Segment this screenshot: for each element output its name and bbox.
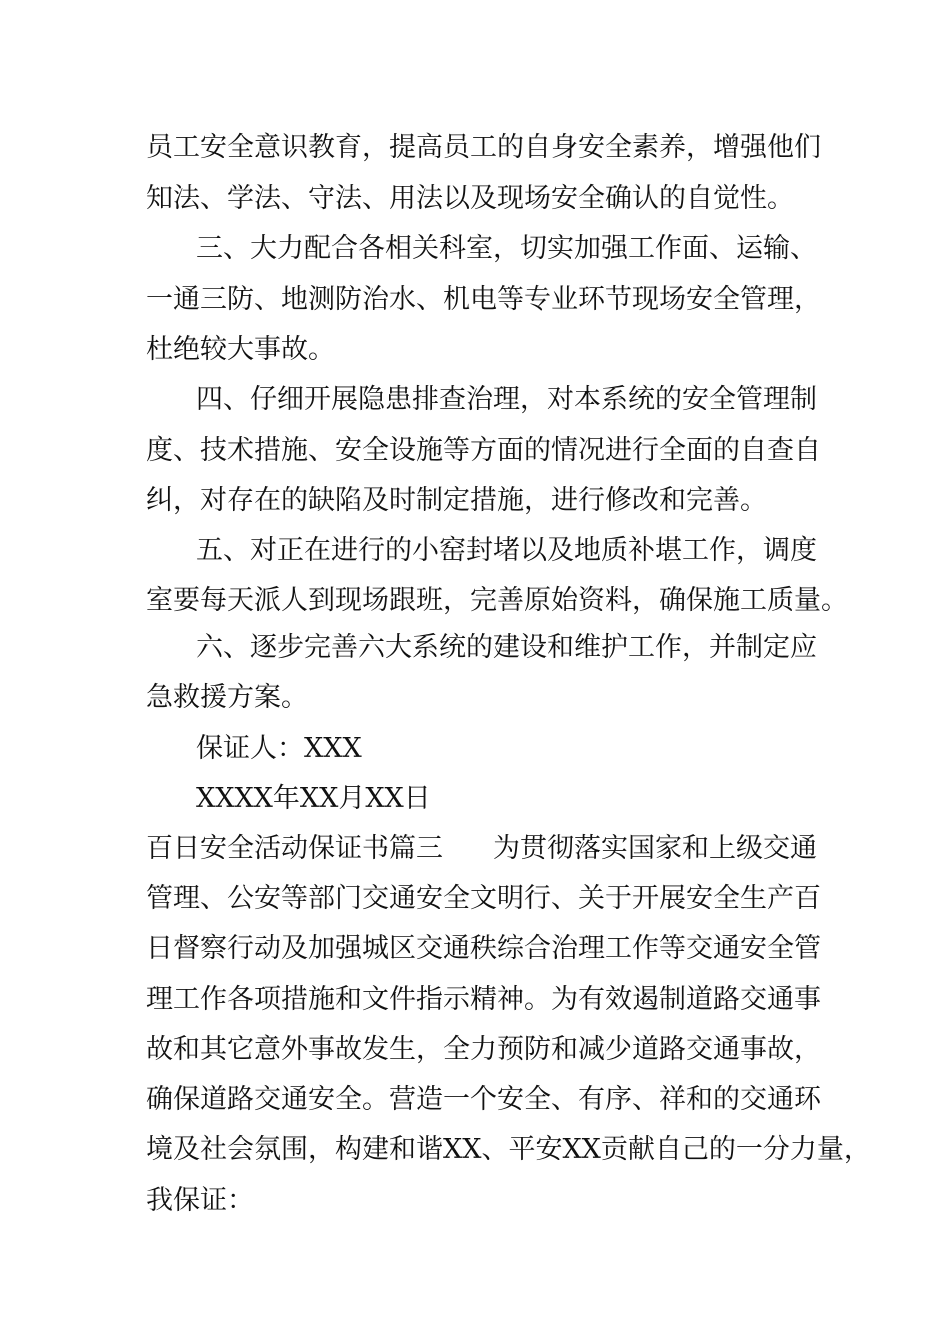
body-text-line: 理工作各项措施和文件指示精神。为有效遏制道路交通事 [146, 984, 821, 1015]
paragraph-three-start: 三、大力配合各相关科室，切实加强工作面、运输、 [196, 233, 817, 264]
section-three-heading-line [146, 832, 817, 866]
body-text-line: 管理、公安等部门交通安全文明行、关于开展安全生产百 [146, 883, 821, 914]
paragraph-six-start: 六、逐步完善六大系统的建设和维护工作，并制定应 [196, 632, 817, 663]
body-text-line: 室要每天派人到现场跟班，完善原始资料，确保施工质量。 [146, 585, 848, 616]
section-intro-text: 为贯彻落实国家和上级交通 [493, 833, 817, 864]
body-text-line: 纠，对存在的缺陷及时制定措施，进行修改和完善。 [146, 485, 767, 516]
paragraph-five-start: 五、对正在进行的小窑封堵以及地质补堪工作，调度 [196, 535, 817, 566]
body-text-line: 杜绝较大事故。 [146, 334, 335, 365]
body-text-line: 度、技术措施、安全设施等方面的情况进行全面的自查自 [146, 435, 821, 466]
body-text-line: 员工安全意识教育，提高员工的自身安全素养，增强他们 [146, 132, 821, 163]
body-text-line: 急救援方案。 [146, 682, 308, 713]
section-title: 百日安全活动保证书篇三 [146, 833, 443, 864]
date-line: XXXX年XX月XX日 [196, 783, 431, 814]
body-text-line: 我保证： [146, 1185, 254, 1216]
body-text-line: 确保道路交通安全。营造一个安全、有序、祥和的交通环 [146, 1084, 821, 1115]
guarantor-line: 保证人：XXX [196, 733, 362, 764]
paragraph-four-start: 四、仔细开展隐患排查治理，对本系统的安全管理制 [196, 384, 817, 415]
body-text-line: 日督察行动及加强城区交通秩综合治理工作等交通安全管 [146, 933, 821, 964]
body-text-line: 故和其它意外事故发生，全力预防和减少道路交通事故， [146, 1034, 821, 1065]
body-text-line: 境及社会氛围，构建和谐XX、平安XX贡献自己的一分力量， [146, 1134, 871, 1165]
body-text-line: 知法、学法、守法、用法以及现场安全确认的自觉性。 [146, 183, 794, 214]
body-text-line: 一通三防、地测防治水、机电等专业环节现场安全管理， [146, 284, 821, 315]
